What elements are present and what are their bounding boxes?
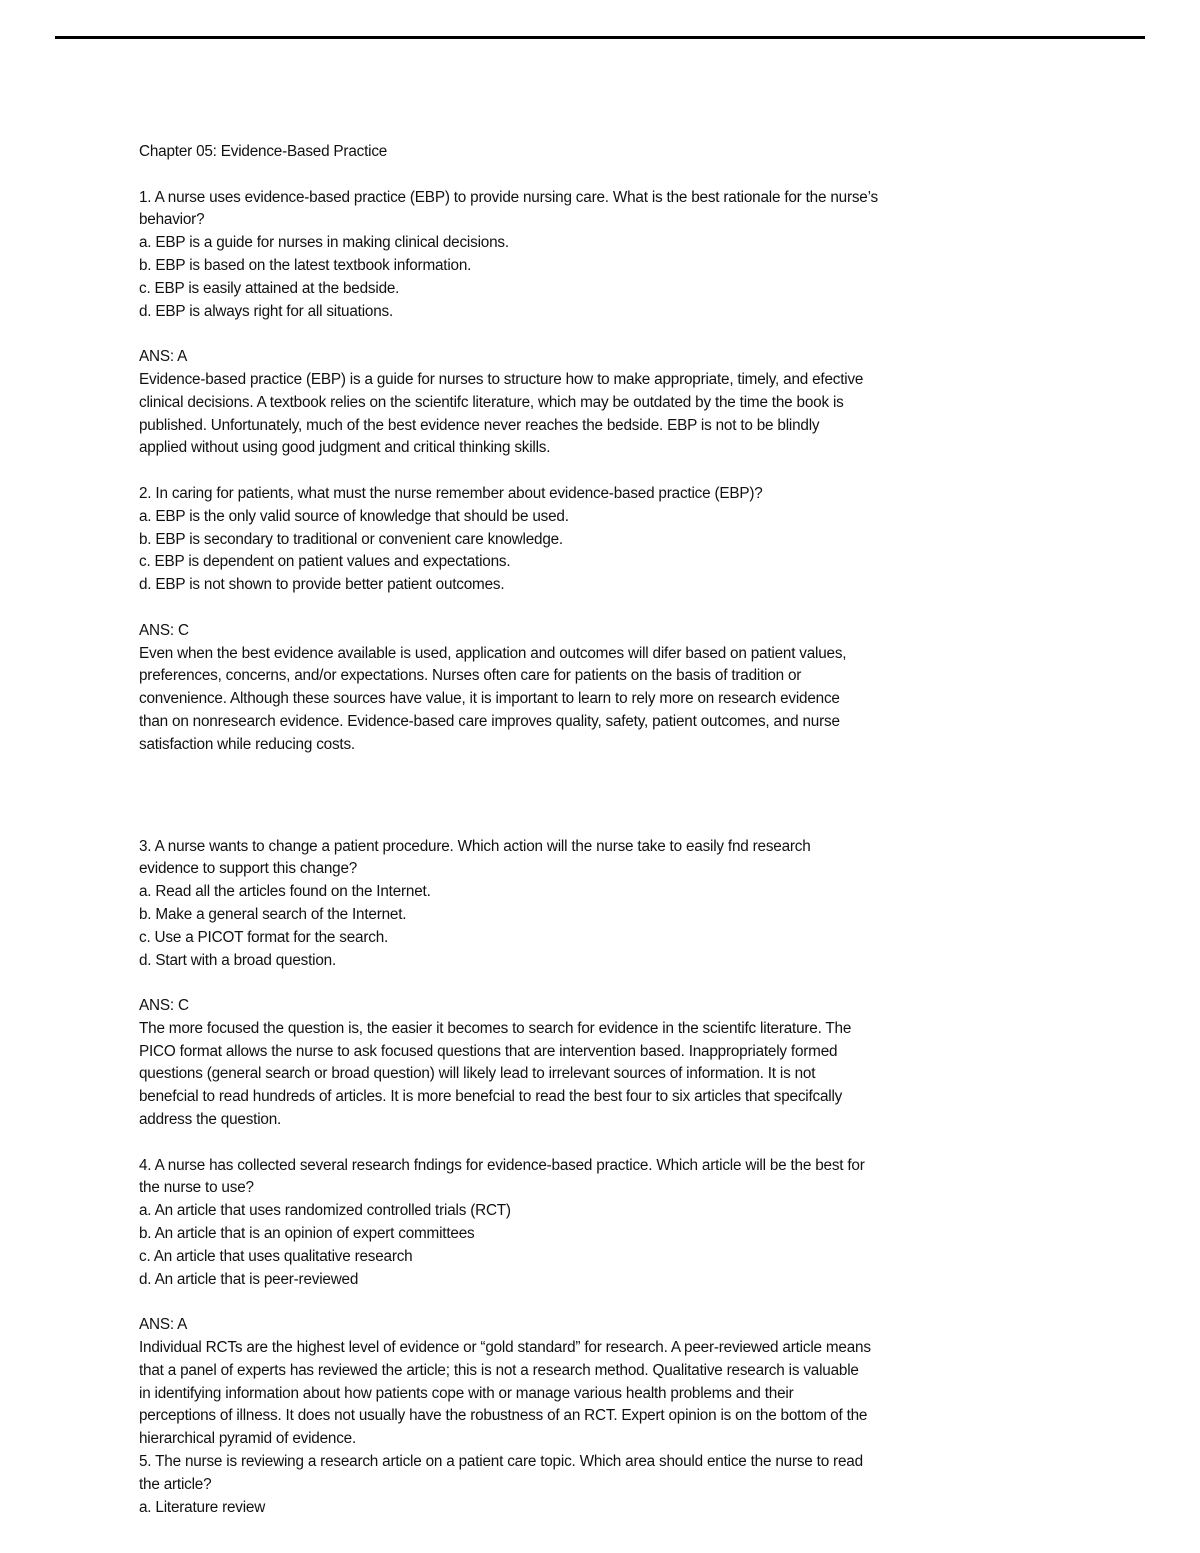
- answer-option: c. Use a PICOT format for the search.: [139, 928, 389, 946]
- answer-option: d. An article that is peer-reviewed: [139, 1270, 359, 1288]
- rationale-line: PICO format allows the nurse to ask focused questions that are intervention based. Inappropriately formed: [139, 1042, 838, 1060]
- answer-key: ANS: A: [139, 1316, 188, 1334]
- answer-option: a. EBP is a guide for nurses in making clinical decisions.: [139, 234, 509, 252]
- rationale-line: applied without using good judgment and critical thinking skills.: [139, 439, 551, 457]
- answer-option: b. Make a general search of the Internet.: [139, 905, 407, 923]
- rationale-line: Even when the best evidence available is used, application and outcomes will difer based on patient values,: [139, 644, 847, 662]
- question-1: [139, 187, 939, 461]
- question-stem-line: behavior?: [139, 211, 205, 229]
- answer-option: c. EBP is easily attained at the bedside.: [139, 279, 400, 297]
- answer-option: b. An article that is an opinion of expert committees: [139, 1225, 475, 1243]
- rationale-line: perceptions of illness. It does not usually have the robustness of an RCT. Expert opinion is on the bottom of the: [139, 1407, 868, 1425]
- answer-key: ANS: C: [139, 621, 189, 639]
- question-stem-line: 2. In caring for patients, what must the nurse remember about evidence-based practice (EBP)?: [139, 484, 763, 502]
- answer-key: ANS: A: [139, 348, 188, 366]
- answer-option: a. An article that uses randomized controlled trials (RCT): [139, 1202, 511, 1220]
- rationale-line: satisfaction while reducing costs.: [139, 735, 355, 753]
- question-stem-line: evidence to support this change?: [139, 860, 358, 878]
- question-stem-line: 3. A nurse wants to change a patient procedure. Which action will the nurse take to easily fnd research: [139, 837, 811, 855]
- rationale-line: convenience. Although these sources have value, it is important to learn to rely more on research evidence: [139, 690, 840, 708]
- rationale-line: preferences, concerns, and/or expectations. Nurses often care for patients on the basis of tradition or: [139, 667, 802, 685]
- rationale-line: benefcial to read hundreds of articles. It is more benefcial to read the best four to six articles that specifcally: [139, 1088, 843, 1106]
- rationale-line: questions (general search or broad question) will likely lead to irrelevant sources of information. It is not: [139, 1065, 816, 1083]
- document-body: [139, 141, 939, 1519]
- question-stem-line: 4. A nurse has collected several research fndings for evidence-based practice. Which article will be the best for: [139, 1156, 865, 1174]
- answer-option: a. Read all the articles found on the Internet.: [139, 883, 431, 901]
- question-3: [139, 836, 939, 1132]
- question-2: [139, 483, 939, 757]
- rationale-line: that a panel of experts has reviewed the article; this is not a research method. Qualitative research is valuable: [139, 1361, 859, 1379]
- top-rule: [55, 36, 1145, 39]
- rationale-line: address the question.: [139, 1111, 282, 1129]
- answer-option: d. EBP is not shown to provide better patient outcomes.: [139, 576, 505, 594]
- answer-option: a. Literature review: [139, 1498, 266, 1516]
- question-4: [139, 1155, 939, 1451]
- rationale-line: published. Unfortunately, much of the best evidence never reaches the bedside. EBP is not to be blindly: [139, 416, 820, 434]
- rationale-line: clinical decisions. A textbook relies on the scientifc literature, which may be outdated by the time the book is: [139, 393, 844, 411]
- question-stem-line: 1. A nurse uses evidence-based practice (EBP) to provide nursing care. What is the best rationale for the nurse’s: [139, 188, 878, 206]
- answer-option: d. EBP is always right for all situations.: [139, 302, 394, 320]
- question-stem-line: 5. The nurse is reviewing a research article on a patient care topic. Which area should entice the nurse to read: [139, 1453, 863, 1471]
- rationale-line: Evidence-based practice (EBP) is a guide for nurses to structure how to make appropriate, timely, and efective: [139, 370, 864, 388]
- answer-option: c. An article that uses qualitative research: [139, 1247, 413, 1265]
- answer-option: d. Start with a broad question.: [139, 951, 337, 969]
- answer-option: b. EBP is secondary to traditional or convenient care knowledge.: [139, 530, 563, 548]
- answer-option: c. EBP is dependent on patient values and expectations.: [139, 553, 511, 571]
- answer-option: b. EBP is based on the latest textbook information.: [139, 256, 472, 274]
- question-stem-line: the nurse to use?: [139, 1179, 254, 1197]
- rationale-line: The more focused the question is, the easier it becomes to search for evidence in the scientifc literature. The: [139, 1019, 852, 1037]
- question-5: [139, 1451, 939, 1519]
- rationale-line: than on nonresearch evidence. Evidence-based care improves quality, safety, patient outcomes, and nurse: [139, 712, 840, 730]
- chapter-title: Chapter 05: Evidence-Based Practice: [139, 143, 388, 160]
- answer-option: a. EBP is the only valid source of knowledge that should be used.: [139, 507, 569, 525]
- rationale-line: Individual RCTs are the highest level of evidence or “gold standard” for research. A peer-reviewed article means: [139, 1339, 871, 1357]
- rationale-line: in identifying information about how patients cope with or manage various health problems and their: [139, 1384, 794, 1402]
- rationale-line: hierarchical pyramid of evidence.: [139, 1430, 357, 1448]
- question-stem-line: the article?: [139, 1475, 212, 1493]
- answer-key: ANS: C: [139, 997, 189, 1015]
